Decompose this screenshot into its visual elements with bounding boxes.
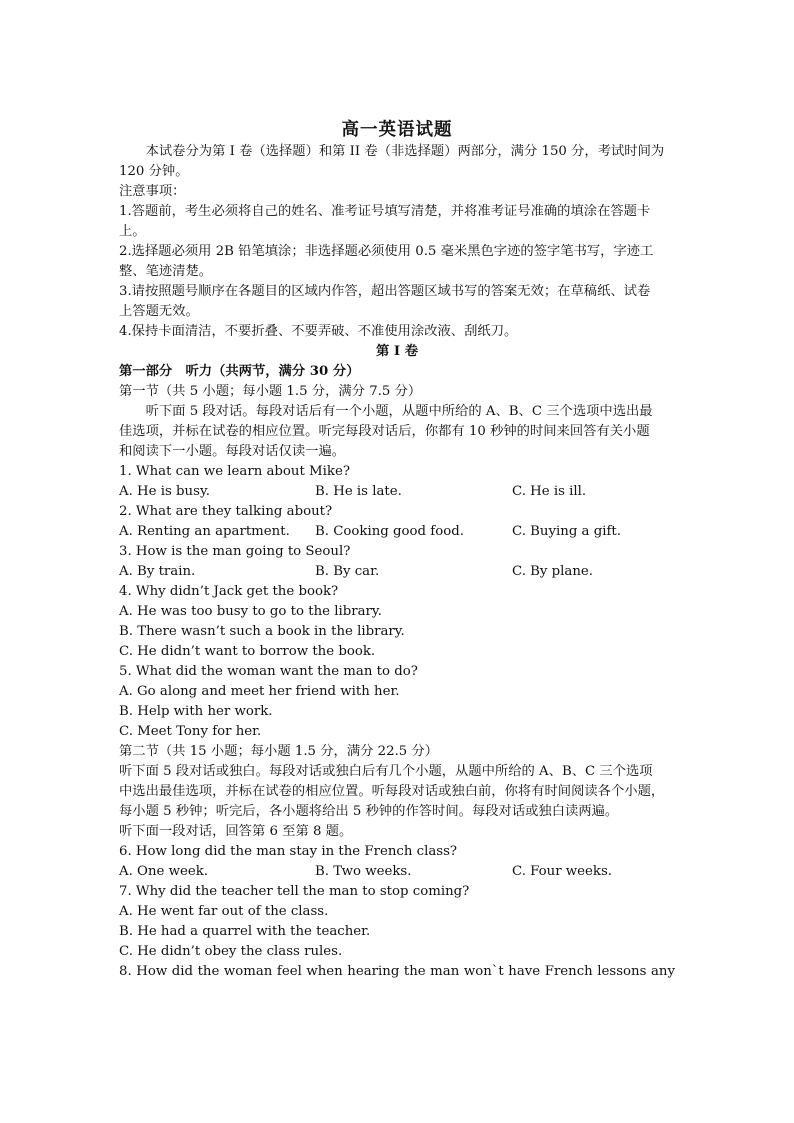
section1-instr-line-3: 和阅读下一小题。每段对话仅读一遍。	[119, 444, 346, 459]
q5-option-b: B. Help with her work.	[119, 704, 273, 719]
section2-instr-line-2: 中选出最佳选项，并标在试卷的相应位置。听每段对话或独白前，你将有时间阅读各个小题，	[119, 784, 665, 799]
question-3-options	[119, 562, 675, 582]
volume-heading: 第 I 卷	[375, 344, 419, 359]
section1-instr-line-2: 佳选项，并标在试卷的相应位置。听完每段对话后，你都有 10 秒钟的时间来回答有关小题	[119, 424, 650, 439]
q2-option-a: A. Renting an apartment.	[119, 524, 290, 539]
question-7: 7. Why did the teacher tell the man to stop coming?	[119, 884, 470, 899]
section2-heading: 第二节（共 15 小题；每小题 1.5 分，满分 22.5 分）	[119, 744, 439, 759]
question-8: 8. How did the woman feel when hearing the man won`t have French lessons any	[119, 964, 675, 979]
question-1-options	[119, 482, 675, 502]
q1-option-a: A. He is busy.	[119, 484, 210, 499]
intro-line-2: 120 分钟。	[119, 164, 189, 179]
note-1-line-2: 上。	[119, 224, 146, 239]
q1-option-c: C. He is ill.	[512, 484, 587, 499]
part1-heading: 第一部分 听力（共两节，满分 30 分）	[119, 364, 360, 379]
question-5: 5. What did the woman want the man to do?	[119, 664, 418, 679]
note-3-line-2: 上答题无效。	[119, 304, 199, 319]
q4-option-c: C. He didn’t want to borrow the book.	[119, 644, 376, 659]
q6-option-c: C. Four weeks.	[512, 864, 613, 879]
q2-option-c: C. Buying a gift.	[512, 524, 621, 539]
section2-instr-line-3: 每小题 5 秒钟；听完后，各小题将给出 5 秒钟的作答时间。每段对话或独白读两遍。	[119, 804, 619, 819]
q2-option-b: B. Cooking good food.	[315, 524, 464, 539]
question-2: 2. What are they talking about?	[119, 504, 333, 519]
question-1: 1. What can we learn about Mike?	[119, 464, 350, 479]
q1-option-b: B. He is late.	[315, 484, 402, 499]
note-2-line-2: 整、笔迹清楚。	[119, 264, 213, 279]
note-2-line-1: 2.选择题必须用 2B 铅笔填涂；非选择题必须使用 0.5 毫米黑色字迹的签字笔书写，字迹工	[119, 244, 654, 259]
note-3-line-1: 3.请按照题号顺序在各题目的区域内作答，超出答题区域书写的答案无效；在草稿纸、试卷	[119, 284, 651, 299]
q7-option-b: B. He had a quarrel with the teacher.	[119, 924, 371, 939]
q3-option-b: B. By car.	[315, 564, 380, 579]
note-4-line-1: 4.保持卡面清洁，不要折叠、不要弄破、不准使用涂改液、刮纸刀。	[119, 324, 518, 339]
section2-instr-line-1: 听下面 5 段对话或独白。每段对话或独白后有几个小题，从题中所给的 A、B、C 三个选项	[119, 764, 653, 779]
question-3: 3. How is the man going to Seoul?	[119, 544, 351, 559]
question-6-options	[119, 862, 675, 882]
section2-sub-instruction: 听下面一段对话，回答第 6 至第 8 题。	[119, 824, 353, 839]
q4-option-a: A. He was too busy to go to the library.	[119, 604, 382, 619]
note-1-line-1: 1.答题前，考生必须将自己的姓名、准考证号填写清楚，并将准考证号准确的填涂在答题卡	[119, 204, 651, 219]
q3-option-c: C. By plane.	[512, 564, 594, 579]
exam-page	[119, 118, 675, 982]
q6-option-a: A. One week.	[119, 864, 209, 879]
q6-option-b: B. Two weeks.	[315, 864, 412, 879]
intro-line-1: 本试卷分为第 I 卷（选择题）和第 II 卷（非选择题）两部分，满分 150 分，考试时间为	[145, 144, 665, 159]
q5-option-a: A. Go along and meet her friend with her.	[119, 684, 400, 699]
q4-option-b: B. There wasn’t such a book in the library.	[119, 624, 405, 639]
page-title: 高一英语试题	[341, 120, 453, 140]
q7-option-c: C. He didn’t obey the class rules.	[119, 944, 343, 959]
question-2-options	[119, 522, 675, 542]
notes-heading: 注意事项：	[119, 184, 186, 199]
section1-instr-line-1: 听下面 5 段对话。每段对话后有一个小题，从题中所给的 A、B、C 三个选项中选出最	[145, 404, 653, 419]
question-6: 6. How long did the man stay in the French class?	[119, 844, 458, 859]
q7-option-a: A. He went far out of the class.	[119, 904, 329, 919]
question-4: 4. Why didn’t Jack get the book?	[119, 584, 339, 599]
q5-option-c: C. Meet Tony for her.	[119, 724, 262, 739]
q3-option-a: A. By train.	[119, 564, 196, 579]
section1-heading: 第一节（共 5 小题；每小题 1.5 分，满分 7.5 分）	[119, 384, 422, 399]
